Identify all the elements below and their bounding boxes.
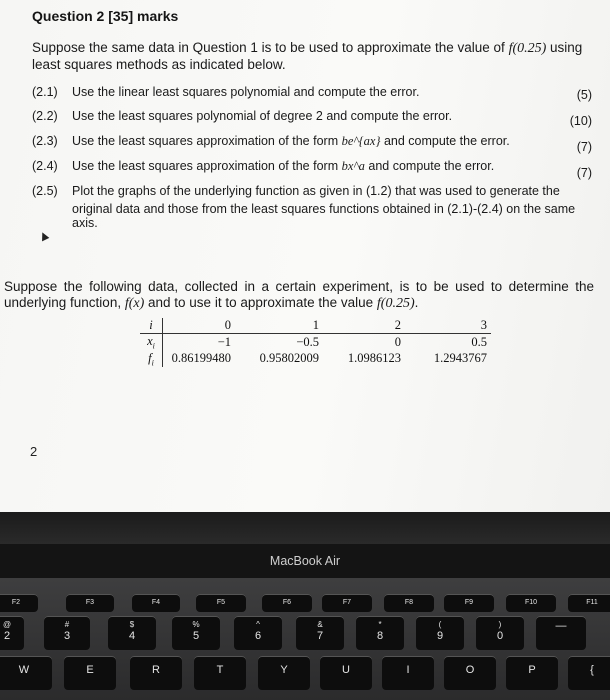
data-table — [140, 318, 491, 367]
table-cell: 0.95802009 — [259, 351, 319, 366]
subquestion-number: (2.1) — [32, 85, 58, 99]
subquestion-text-after: and compute the error. — [380, 134, 510, 148]
key-w[interactable]: W — [0, 656, 52, 690]
key-y[interactable]: Y — [258, 656, 310, 690]
key-symbol: @ — [2, 620, 12, 629]
marks-2-2: (10) — [569, 114, 592, 128]
f11-key[interactable]: F11 — [568, 594, 610, 612]
marks-2-3: (7) — [576, 140, 592, 154]
key-symbol: ( — [438, 620, 442, 629]
table-row — [140, 318, 491, 334]
table-cell: 1.2943767 — [433, 351, 487, 366]
key-symbol: & — [317, 620, 323, 629]
data-intro — [4, 279, 594, 312]
key-label: 7 — [316, 630, 324, 642]
subquestion-2-2 — [32, 109, 452, 124]
page-number: 2 — [30, 444, 38, 459]
data-intro-text-end: . — [414, 295, 419, 310]
table-cell: 0.5 — [471, 334, 487, 349]
table-cell: 1 — [235, 318, 323, 334]
table-cell: 0 — [394, 334, 401, 349]
table-cell: 2 — [323, 318, 405, 334]
subquestion-2-5-line2: original data and those from the least squares functions obtained in (2.1)-(2.4) on the same — [72, 202, 576, 216]
marks-2-1: (5) — [576, 88, 592, 102]
key-4[interactable] — [108, 616, 156, 650]
subquestion-text-after: and compute the error. — [364, 159, 495, 173]
key-label: 6 — [254, 630, 262, 642]
question-intro — [32, 40, 597, 73]
subquestion-text-before: Use the least squares approximation of the form — [72, 134, 342, 148]
f3-key[interactable]: F3 — [66, 594, 114, 612]
key-i[interactable]: I — [382, 656, 434, 690]
key-2[interactable] — [0, 616, 24, 650]
f5-key[interactable]: F5 — [196, 594, 246, 612]
f2-key[interactable]: F2 — [0, 594, 38, 612]
key-label: 3 — [63, 630, 71, 642]
f7-key[interactable]: F7 — [322, 594, 372, 612]
key-label: 4 — [128, 630, 136, 642]
row-label-text: x — [147, 334, 153, 348]
f4-key[interactable]: F4 — [132, 594, 180, 612]
table-cell: 0 — [163, 318, 236, 334]
data-intro-text-mid: and to use it to approximate the value — [144, 295, 377, 310]
key-symbol: $ — [129, 620, 135, 629]
data-intro-text-before: Suppose the following data, collected in a certain experiment, is to be used to determine the underlying function, — [4, 279, 594, 310]
key-minus[interactable] — [536, 616, 586, 650]
key-t[interactable]: T — [194, 656, 246, 690]
subquestion-number: (2.4) — [32, 159, 58, 173]
key-6[interactable] — [234, 616, 282, 650]
mouse-cursor-icon — [39, 231, 50, 242]
row-label: $f_i$ — [140, 351, 163, 368]
f9-key[interactable]: F9 — [444, 594, 494, 612]
subquestion-number: (2.3) — [32, 134, 58, 148]
key-3[interactable] — [44, 616, 90, 650]
subquestion-2-3 — [32, 134, 510, 149]
key-label: 9 — [436, 630, 444, 642]
key-o[interactable]: O — [444, 656, 496, 690]
subquestion-2-1 — [32, 85, 419, 100]
f8-key[interactable]: F8 — [384, 594, 434, 612]
key-left-brace[interactable]: { — [568, 656, 610, 690]
table-cell: 3 — [405, 318, 491, 334]
table-cell: 1.0986123 — [347, 351, 401, 366]
f6-key[interactable]: F6 — [262, 594, 312, 612]
data-intro-math2: f(0.25) — [376, 296, 415, 311]
row-label: $x_i$ — [140, 334, 163, 351]
subquestion-number: (2.2) — [32, 109, 58, 123]
subquestion-2-5 — [32, 184, 560, 199]
subquestion-number: (2.5) — [32, 184, 58, 198]
key-label: 8 — [376, 630, 384, 642]
f10-key[interactable]: F10 — [506, 594, 556, 612]
key-symbol: # — [64, 620, 70, 629]
key-8[interactable] — [356, 616, 404, 650]
intro-text-after: using least squares methods as indicated below. — [32, 40, 583, 72]
key-9[interactable] — [416, 616, 464, 650]
table-row — [140, 334, 491, 351]
key-label: — — [555, 620, 567, 632]
subquestion-text-line1: Plot the graphs of the underlying function as given in (1.2) that was used to generate the — [72, 184, 560, 198]
key-5[interactable] — [172, 616, 220, 650]
subquestion-2-4 — [32, 159, 494, 174]
subquestion-text: Use the linear least squares polynomial and compute the error. — [72, 85, 420, 99]
key-r[interactable]: R — [130, 656, 182, 690]
subquestion-math: bx^a — [341, 159, 365, 173]
key-e[interactable]: E — [64, 656, 116, 690]
key-0[interactable] — [476, 616, 524, 650]
question-title: Question 2 [35] marks — [32, 8, 179, 24]
data-intro-math1: f(x) — [124, 296, 145, 311]
key-symbol: * — [378, 620, 382, 629]
key-label: 0 — [496, 630, 504, 642]
key-symbol: % — [192, 620, 200, 629]
key-7[interactable] — [296, 616, 344, 650]
row-label: i — [140, 318, 163, 334]
intro-text-before: Suppose the same data in Question 1 is to be used to approximate the value of — [32, 40, 509, 55]
intro-math: f(0.25) — [508, 41, 547, 56]
row-label-text: f — [148, 350, 152, 365]
laptop-brand-label: MacBook Air — [269, 554, 341, 568]
subquestion-text-before: Use the least squares approximation of the form — [72, 159, 342, 173]
subquestion-math: be^{ax} — [341, 134, 381, 148]
key-u[interactable]: U — [320, 656, 372, 690]
subquestion-text: Use the least squares polynomial of degree 2 and compute the error. — [72, 109, 453, 123]
table-cell: −0.5 — [296, 334, 319, 349]
bezel-strip — [0, 512, 610, 544]
table-cell: 0.86199480 — [171, 351, 231, 366]
key-symbol: ^ — [256, 620, 260, 629]
key-p[interactable]: P — [506, 656, 558, 690]
key-label: 2 — [3, 630, 11, 642]
marks-2-4: (7) — [576, 166, 592, 180]
table-cell: −1 — [217, 334, 231, 349]
table-row — [140, 351, 491, 368]
key-label: 5 — [192, 630, 200, 642]
key-symbol: ) — [498, 620, 502, 629]
subquestion-2-5-line3: axis. — [72, 216, 98, 230]
